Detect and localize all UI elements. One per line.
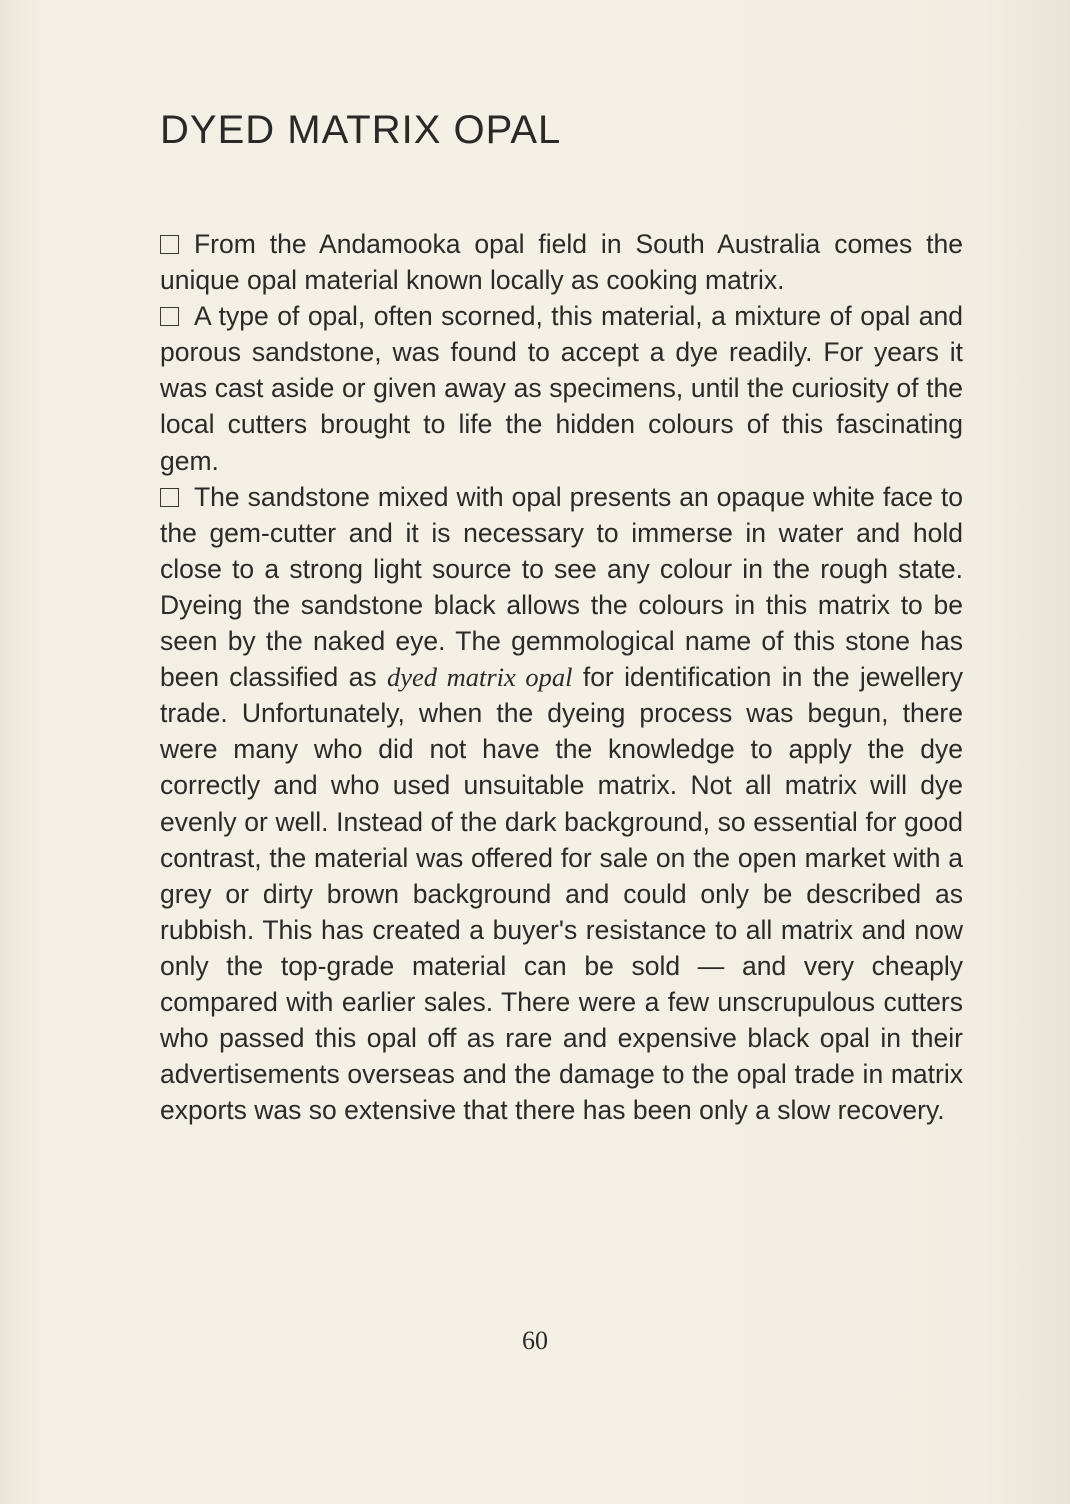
page-title: DYED MATRIX OPAL	[160, 108, 562, 152]
paragraph-3-text-before: The sandstone mixed with opal presents an opaque white face to the gem-cutter and it is necessary to immerse in water and hold close to a strong light source to see any colour in the rough state. Dyeing the sandstone black allows the colours in this matrix to be seen by the naked eye. The gemmological name of this stone has been classified as	[160, 481, 963, 693]
paragraph-2	[160, 298, 963, 478]
body-text	[160, 226, 963, 1128]
page-number: 60	[522, 1326, 548, 1355]
paragraph-3	[160, 479, 963, 1129]
paragraph-2-text: A type of opal, often scorned, this material, a mixture of opal and porous sandstone, was found to accept a dye readily. For years it was cast aside or given away as specimens, until the curiosity of the local cutters brought to life the hidden colours of this fascinating gem.	[160, 301, 963, 476]
checkbox-bullet-icon	[160, 235, 179, 254]
paragraph-3-text-after: for identification in the jewellery trade. Unfortunately, when the dyeing process was begun, there were many who did not have the knowledge to apply the dye correctly and who used unsuitable matrix. Not all matrix will dye evenly or well. Instead of the dark background, so essential for good contrast, the material was offered for sale on the open market with a grey or dirty brown background and could only be described as rubbish. This has created a buyer's resistance to all matrix and now only the top-grade material can be sold — and very cheaply compared with earlier sales. There were a few unscrupulous cutters who passed this opal off as rare and expensive black opal in their advertisements overseas and the damage to the opal trade in matrix exports was so extensive that there has been only a slow recovery.	[160, 662, 963, 1126]
emphasis-term: dyed matrix opal	[386, 662, 573, 693]
checkbox-bullet-icon	[160, 488, 179, 507]
paragraph-1	[160, 226, 963, 298]
checkbox-bullet-icon	[160, 307, 179, 326]
paragraph-1-text: From the Andamooka opal field in South Australia comes the unique opal material known locally as cooking matrix.	[160, 229, 963, 296]
